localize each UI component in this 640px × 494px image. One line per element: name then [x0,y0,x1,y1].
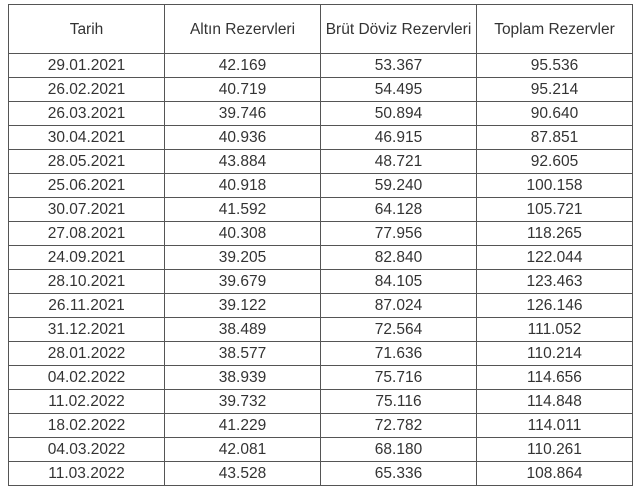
cell-total-reserves: 126.146 [477,294,633,318]
cell-gold-reserves: 38.577 [165,342,321,366]
table-row [9,54,633,78]
cell-gross-fx-reserves: 46.915 [321,126,477,150]
table-row [9,270,633,294]
cell-date: 27.08.2021 [9,222,165,246]
table-row [9,318,633,342]
header-gross-fx-reserves: Brüt Döviz Rezervleri [321,5,477,54]
cell-total-reserves: 108.864 [477,462,633,486]
cell-date: 04.03.2022 [9,438,165,462]
cell-date: 26.02.2021 [9,78,165,102]
cell-gold-reserves: 39.205 [165,246,321,270]
cell-total-reserves: 114.848 [477,390,633,414]
table-row [9,150,633,174]
cell-date: 28.10.2021 [9,270,165,294]
cell-total-reserves: 90.640 [477,102,633,126]
table-body [9,54,633,486]
cell-gross-fx-reserves: 54.495 [321,78,477,102]
cell-gold-reserves: 39.122 [165,294,321,318]
table-row [9,390,633,414]
cell-date: 04.02.2022 [9,366,165,390]
table-row [9,342,633,366]
header-gold-reserves: Altın Rezervleri [165,5,321,54]
cell-gold-reserves: 41.592 [165,198,321,222]
cell-total-reserves: 110.261 [477,438,633,462]
cell-total-reserves: 95.214 [477,78,633,102]
cell-date: 26.03.2021 [9,102,165,126]
cell-gross-fx-reserves: 53.367 [321,54,477,78]
cell-gold-reserves: 39.732 [165,390,321,414]
cell-total-reserves: 123.463 [477,270,633,294]
cell-date: 30.07.2021 [9,198,165,222]
cell-date: 18.02.2022 [9,414,165,438]
cell-date: 11.03.2022 [9,462,165,486]
cell-gross-fx-reserves: 77.956 [321,222,477,246]
cell-total-reserves: 105.721 [477,198,633,222]
cell-gold-reserves: 43.528 [165,462,321,486]
cell-gold-reserves: 39.679 [165,270,321,294]
header-row [9,5,633,54]
table-row [9,462,633,486]
header-total-reserves: Toplam Rezervler [477,5,633,54]
header-date: Tarih [9,5,165,54]
cell-gold-reserves: 40.308 [165,222,321,246]
cell-date: 29.01.2021 [9,54,165,78]
cell-gold-reserves: 42.169 [165,54,321,78]
cell-gross-fx-reserves: 48.721 [321,150,477,174]
cell-total-reserves: 118.265 [477,222,633,246]
cell-gold-reserves: 41.229 [165,414,321,438]
cell-gross-fx-reserves: 59.240 [321,174,477,198]
cell-gross-fx-reserves: 71.636 [321,342,477,366]
cell-gross-fx-reserves: 82.840 [321,246,477,270]
cell-gross-fx-reserves: 75.116 [321,390,477,414]
cell-date: 28.05.2021 [9,150,165,174]
cell-gold-reserves: 40.719 [165,78,321,102]
cell-gross-fx-reserves: 84.105 [321,270,477,294]
table-row [9,414,633,438]
cell-gross-fx-reserves: 50.894 [321,102,477,126]
cell-date: 28.01.2022 [9,342,165,366]
cell-gold-reserves: 43.884 [165,150,321,174]
table-row [9,438,633,462]
cell-date: 31.12.2021 [9,318,165,342]
cell-gross-fx-reserves: 72.782 [321,414,477,438]
reserves-table [8,4,633,486]
table-row [9,222,633,246]
table-row [9,294,633,318]
cell-date: 30.04.2021 [9,126,165,150]
table-row [9,102,633,126]
table-row [9,126,633,150]
cell-gold-reserves: 39.746 [165,102,321,126]
cell-gross-fx-reserves: 64.128 [321,198,477,222]
cell-total-reserves: 122.044 [477,246,633,270]
cell-gold-reserves: 38.939 [165,366,321,390]
cell-total-reserves: 114.011 [477,414,633,438]
cell-total-reserves: 92.605 [477,150,633,174]
cell-gold-reserves: 40.936 [165,126,321,150]
cell-total-reserves: 95.536 [477,54,633,78]
cell-date: 26.11.2021 [9,294,165,318]
cell-date: 24.09.2021 [9,246,165,270]
cell-gross-fx-reserves: 68.180 [321,438,477,462]
cell-total-reserves: 87.851 [477,126,633,150]
table-header [9,5,633,54]
cell-gold-reserves: 40.918 [165,174,321,198]
cell-total-reserves: 111.052 [477,318,633,342]
cell-total-reserves: 100.158 [477,174,633,198]
cell-date: 25.06.2021 [9,174,165,198]
cell-date: 11.02.2022 [9,390,165,414]
table-row [9,78,633,102]
cell-gold-reserves: 38.489 [165,318,321,342]
table-row [9,366,633,390]
cell-gold-reserves: 42.081 [165,438,321,462]
table-row [9,174,633,198]
cell-gross-fx-reserves: 75.716 [321,366,477,390]
cell-total-reserves: 114.656 [477,366,633,390]
cell-gross-fx-reserves: 65.336 [321,462,477,486]
cell-total-reserves: 110.214 [477,342,633,366]
cell-gross-fx-reserves: 87.024 [321,294,477,318]
table-row [9,198,633,222]
cell-gross-fx-reserves: 72.564 [321,318,477,342]
table-row [9,246,633,270]
